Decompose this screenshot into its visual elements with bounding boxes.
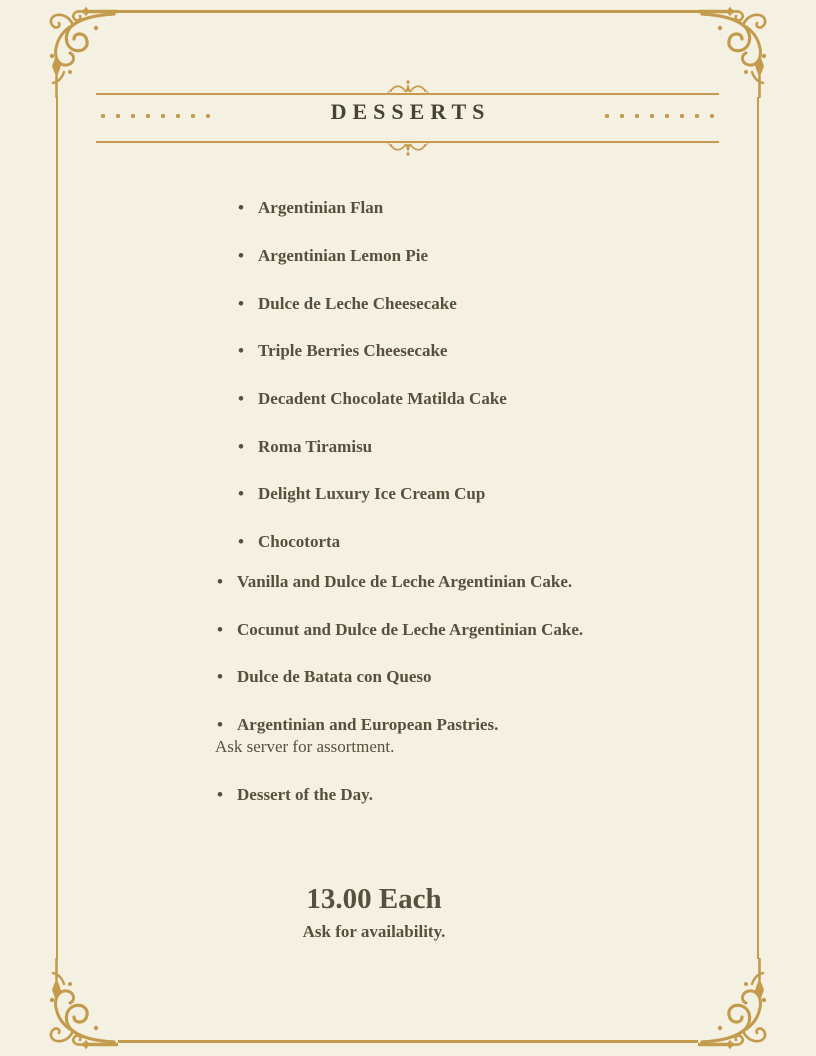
- menu-item: • Argentinian Lemon Pie: [236, 246, 428, 266]
- crown-flourish-icon: [386, 143, 430, 156]
- dot-ornament-row-right: [605, 114, 714, 118]
- menu-item: • Cocunut and Dulce de Leche Argentinian Cake.: [215, 620, 583, 640]
- price-text: 13.00 Each: [306, 883, 442, 915]
- menu-item: • Dessert of the Day.: [215, 785, 373, 805]
- frame-line-top: [118, 10, 698, 13]
- menu-item-note: Ask server for assortment.: [215, 737, 395, 756]
- dot-ornament: [680, 114, 684, 118]
- menu-item: • Decadent Chocolate Matilda Cake: [236, 389, 507, 409]
- dot-ornament: [605, 114, 609, 118]
- availability-note: Ask for availability.: [302, 922, 446, 941]
- menu-item: • Chocotorta: [236, 532, 340, 552]
- dot-ornament: [710, 114, 714, 118]
- menu-item: • Vanilla and Dulce de Leche Argentinian Cake.: [215, 572, 572, 592]
- frame-line-left: [56, 97, 58, 959]
- menu-item: • Delight Luxury Ice Cream Cup: [236, 484, 485, 504]
- menu-item: • Argentinian Flan: [236, 198, 383, 218]
- frame-line-bottom: [118, 1040, 698, 1043]
- dot-ornament: [665, 114, 669, 118]
- menu-item: • Argentinian and European Pastries.: [215, 715, 498, 735]
- corner-flourish-icon: [26, 958, 118, 1050]
- dot-ornament: [635, 114, 639, 118]
- header-rule-top: [96, 93, 719, 95]
- page-title: DESSERTS: [330, 99, 491, 124]
- dot-ornament: [650, 114, 654, 118]
- dot-ornament: [620, 114, 624, 118]
- corner-flourish-icon: [698, 958, 790, 1050]
- menu-item: • Dulce de Batata con Queso: [215, 667, 432, 687]
- menu-item: • Triple Berries Cheesecake: [236, 341, 447, 361]
- menu-item: • Dulce de Leche Cheesecake: [236, 294, 457, 314]
- menu-header: [96, 80, 719, 158]
- frame-line-right: [757, 97, 759, 959]
- dot-ornament: [695, 114, 699, 118]
- menu-item: • Roma Tiramisu: [236, 437, 372, 457]
- crown-flourish-icon: [386, 80, 430, 93]
